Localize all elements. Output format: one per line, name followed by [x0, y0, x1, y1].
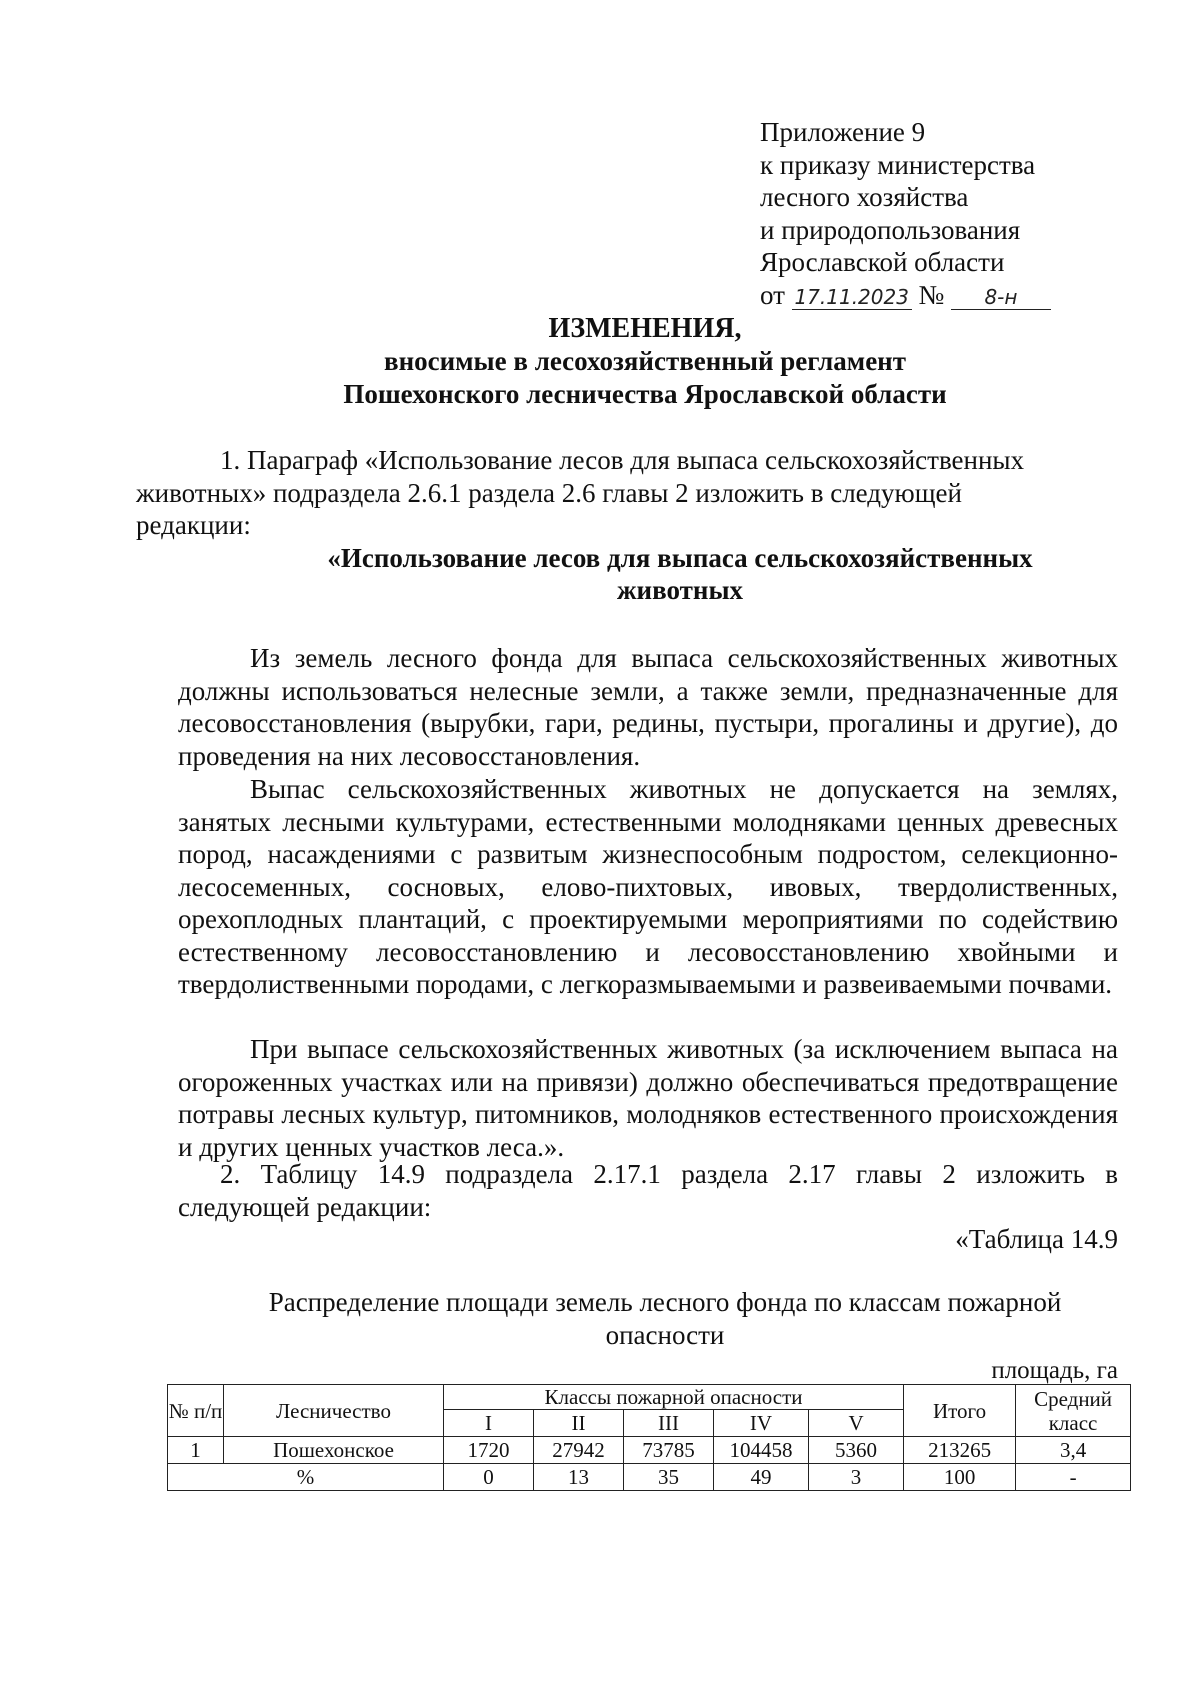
item-1-line: животных» подраздела 2.6.1 раздела 2.6 главы 2 изложить в следующей: [136, 477, 962, 508]
cell-percent-1: 0: [444, 1464, 534, 1491]
cell-percent-label: %: [168, 1464, 444, 1491]
item-1-line: 1. Параграф «Использование лесов для выпаса сельскохозяйственных: [220, 445, 1025, 475]
table-units: площадь, га: [991, 1357, 1118, 1384]
cell-avg: 3,4: [1016, 1437, 1131, 1464]
cell-class-5: 5360: [809, 1437, 904, 1464]
title-line: Пошехонского лесничества Ярославской области: [343, 379, 947, 409]
header-avg: Средний класс: [1016, 1385, 1131, 1437]
number-prefix: №: [918, 279, 945, 310]
cell-percent-2: 13: [534, 1464, 624, 1491]
appendix-line: к приказу министерства: [760, 149, 1036, 180]
title-line: вносимые в лесохозяйственный регламент: [383, 346, 907, 376]
header-classes: Классы пожарной опасности: [444, 1385, 904, 1410]
header-forestry: Лесничество: [224, 1385, 444, 1437]
subheading-line: «Использование лесов для выпаса сельскохозяйственных: [327, 543, 1033, 573]
appendix-line: Приложение 9: [760, 117, 926, 147]
cell-percent-total: 100: [904, 1464, 1016, 1491]
table-row: [168, 1437, 1131, 1464]
table-percent-row: [168, 1464, 1131, 1491]
handwritten-date: 17.11.2023: [792, 285, 912, 310]
header-total: Итого: [904, 1385, 1016, 1437]
table-caption: Распределение площади земель лесного фонда по классам пожарной опасности: [268, 1287, 1062, 1350]
handwritten-number: 8-н: [951, 285, 1051, 310]
table-header-row: [168, 1385, 1131, 1410]
cell-total: 213265: [904, 1437, 1016, 1464]
item-1-paragraph: [136, 444, 1118, 542]
header-num: № п/п: [168, 1385, 224, 1437]
appendix-date-line: [760, 279, 1120, 312]
header-class-1: I: [444, 1410, 534, 1437]
header-class-5: V: [809, 1410, 904, 1437]
cell-percent-avg: -: [1016, 1464, 1131, 1491]
cell-class-2: 27942: [534, 1437, 624, 1464]
document-title: [160, 312, 1130, 411]
appendix-block: [760, 116, 1120, 311]
appendix-line: лесного хозяйства: [760, 182, 969, 212]
table-label: «Таблица 14.9: [955, 1224, 1118, 1254]
header-class-4: IV: [714, 1410, 809, 1437]
cell-percent-5: 3: [809, 1464, 904, 1491]
header-class-3: III: [624, 1410, 714, 1437]
cell-forestry: Пошехонское: [224, 1437, 444, 1464]
cell-percent-4: 49: [714, 1464, 809, 1491]
appendix-line: и природопользования: [760, 214, 1021, 245]
paragraph-prevention: При выпасе сельскохозяйственных животных (за исключением выпаса на огороженных участках или на привязи) должно обеспечиваться предотвращение потравы лесных культур, питомников, молодняков естественного происхождения и других ценных участков леса.».: [178, 1034, 1118, 1162]
header-class-2: II: [534, 1410, 624, 1437]
item-2-paragraph: 2. Таблицу 14.9 подраздела 2.17.1 раздела 2.17 главы 2 изложить в следующей редакции:: [178, 1159, 1118, 1222]
paragraph-lands: Из земель лесного фонда для выпаса сельскохозяйственных животных должны использоваться нелесные земли, а также земли, предназначенные для лесовосстановления (вырубки, гари, редины, пустыри, прогалины и другие), до проведения на них лесовосстановления.: [178, 643, 1118, 771]
title-line: ИЗМЕНЕНИЯ,: [548, 313, 742, 344]
date-prefix: от: [760, 279, 785, 310]
cell-class-3: 73785: [624, 1437, 714, 1464]
cell-class-1: 1720: [444, 1437, 534, 1464]
cell-num: 1: [168, 1437, 224, 1464]
fire-danger-table: [167, 1384, 1131, 1491]
cell-percent-3: 35: [624, 1464, 714, 1491]
subheading-line: животных: [616, 575, 744, 605]
section-subheading: [220, 542, 1140, 606]
appendix-line: Ярославской области: [760, 247, 1005, 277]
cell-class-4: 104458: [714, 1437, 809, 1464]
item-1-line: редакции:: [136, 510, 251, 540]
paragraph-restrictions: Выпас сельскохозяйственных животных не допускается на землях, занятых лесными культурами, естественными молодняками ценных древесных пород, насаждениями с развитым жизнеспособным подростом, селекционно-лесосеменных, сосновых, елово-пихтовых, ивовых, твердолиственных, орехоплодных плантаций, с проектируемыми мероприятиями по содействию естественному лесовосстановлению и лесовосстановлению хвойными и твердолиственными породами, с легкоразмываемыми и развеиваемыми почвами.: [178, 774, 1118, 999]
